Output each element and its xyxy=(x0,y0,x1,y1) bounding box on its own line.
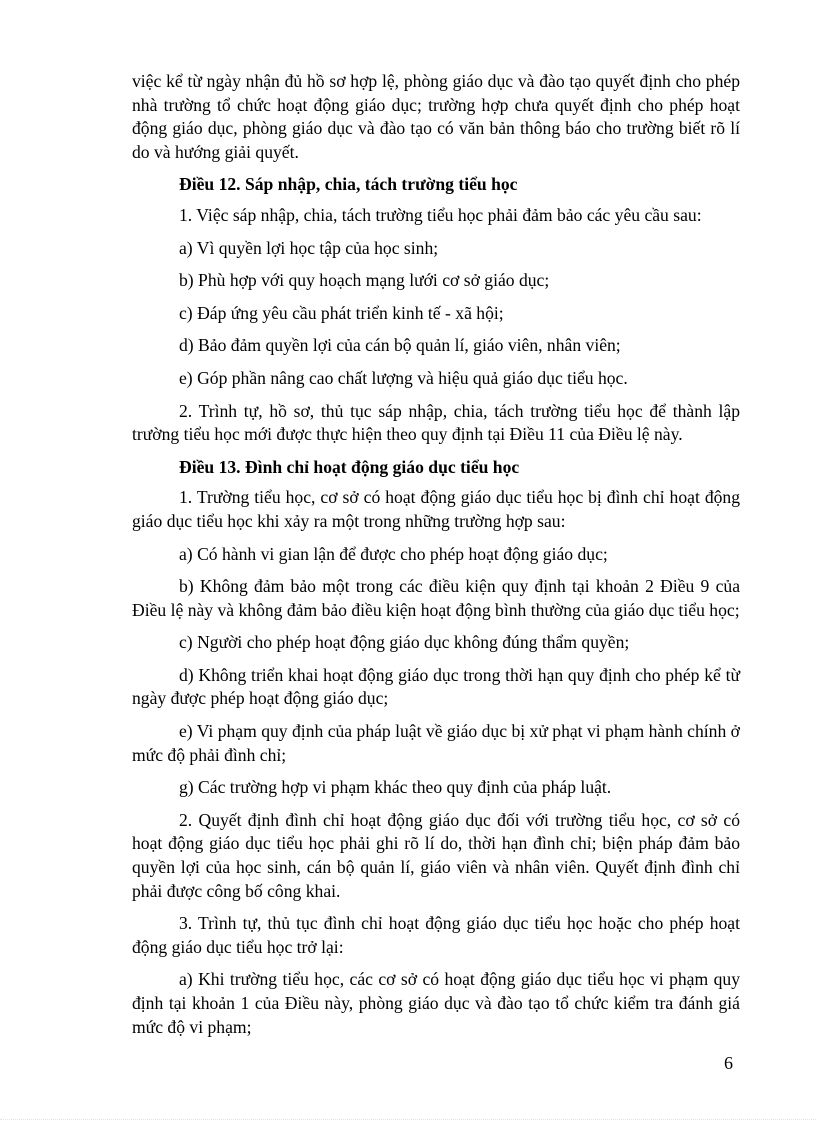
paragraph: 1. Trường tiểu học, cơ sở có hoạt động giáo dục tiểu học bị đình chỉ hoạt động giáo dục tiểu học khi xảy ra một trong những trường hợp sau: xyxy=(132,487,740,531)
list-item: d) Bảo đảm quyền lợi của cán bộ quản lí, giáo viên, nhân viên; xyxy=(179,335,621,356)
list-item: b) Không đảm bảo một trong các điều kiện quy định tại khoản 2 Điều 9 của Điều lệ này và không đảm bảo điều kiện hoạt động bình thường của giáo dục tiểu học; xyxy=(132,576,740,620)
list-item: d) Không triển khai hoạt động giáo dục trong thời hạn quy định cho phép kể từ ngày được phép hoạt động giáo dục; xyxy=(132,664,740,709)
paragraph: 2. Trình tự, hồ sơ, thủ tục sáp nhập, chia, tách trường tiểu học để thành lập trường tiểu học mới được thực hiện theo quy định tại Điều 11 của Điều lệ này. xyxy=(132,400,740,445)
list-item: g) Các trường hợp vi phạm khác theo quy định của pháp luật. xyxy=(179,777,612,798)
list-item: c) Người cho phép hoạt động giáo dục không đúng thẩm quyền; xyxy=(179,632,630,653)
document-body xyxy=(132,70,740,1048)
paragraph: 2. Quyết định đình chỉ hoạt động giáo dục đối với trường tiểu học, cơ sở có hoạt động giáo dục tiểu học phải ghi rõ lí do, thời hạn đình chỉ; biện pháp đảm bảo quyền lợi của học sinh, cán bộ quản lí, giáo viên và nhân viên. Quyết định đình chỉ phải được công bố công khai. xyxy=(132,809,740,901)
list-item: b) Phù hợp với quy hoạch mạng lưới cơ sở giáo dục; xyxy=(179,270,550,291)
list-item: a) Khi trường tiểu học, các cơ sở có hoạt động giáo dục tiểu học vi phạm quy định tại khoản 1 của Điều này, phòng giáo dục và đào tạo tổ chức kiểm tra đánh giá mức độ vi phạm; xyxy=(132,969,740,1037)
list-item: e) Góp phần nâng cao chất lượng và hiệu quả giáo dục tiểu học. xyxy=(179,367,628,388)
list-item: c) Đáp ứng yêu cầu phát triển kinh tế - xã hội; xyxy=(179,302,504,323)
page-number: 6 xyxy=(724,1053,733,1073)
list-item: a) Có hành vi gian lận để được cho phép hoạt động giáo dục; xyxy=(179,543,608,564)
list-item: a) Vì quyền lợi học tập của học sinh; xyxy=(179,237,439,258)
article-heading: Điều 13. Đình chỉ hoạt động giáo dục tiểu học xyxy=(179,456,520,477)
page-bottom-rule xyxy=(0,1119,816,1120)
paragraph: 1. Việc sáp nhập, chia, tách trường tiểu học phải đảm bảo các yêu cầu sau: xyxy=(179,204,702,225)
list-item: e) Vi phạm quy định của pháp luật về giáo dục bị xử phạt vi phạm hành chính ở mức độ phải đình chỉ; xyxy=(132,721,740,765)
paragraph: việc kể từ ngày nhận đủ hồ sơ hợp lệ, phòng giáo dục và đào tạo quyết định cho phép nhà trường tổ chức hoạt động giáo dục; trường hợp chưa quyết định cho phép hoạt động giáo dục, phòng giáo dục và đào tạo có văn bản thông báo cho trường biết rõ lí do và hướng giải quyết. xyxy=(132,71,740,162)
paragraph: 3. Trình tự, thủ tục đình chỉ hoạt động giáo dục tiểu học hoặc cho phép hoạt động giáo dục tiểu học trở lại: xyxy=(132,913,740,957)
article-heading: Điều 12. Sáp nhập, chia, tách trường tiểu học xyxy=(179,174,518,195)
